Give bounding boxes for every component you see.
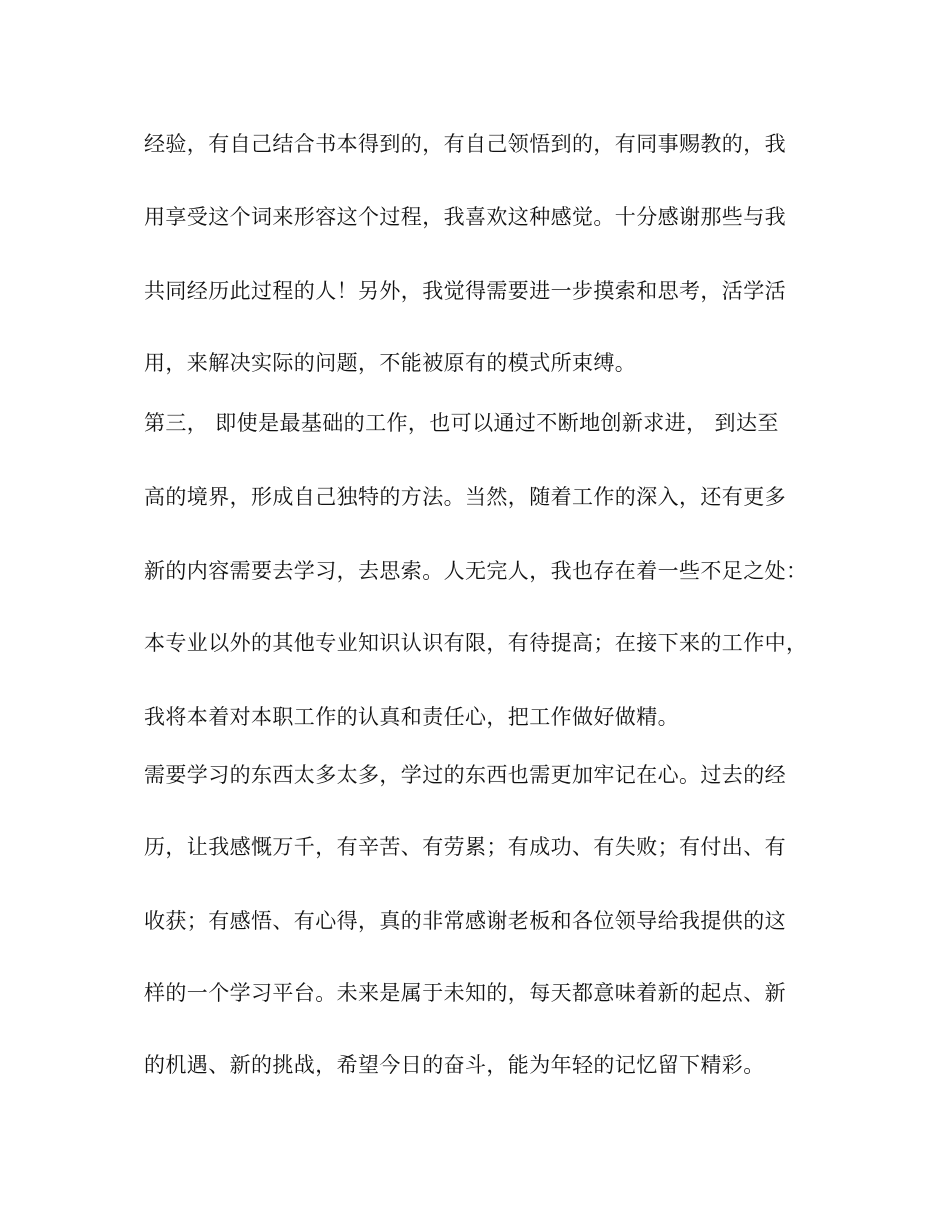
text-line: 经验，有自己结合书本得到的，有自己领悟到的，有同事赐教的，我 — [144, 132, 786, 156]
text-line: 样的一个学习平台。未来是属于未知的，每天都意味着新的起点、新 — [144, 981, 786, 1005]
text-line: 用，来解决实际的问题，不能被原有的模式所束缚。 — [144, 351, 637, 375]
text-line: 收获；有感悟、有心得，真的非常感谢老板和各位领导给我提供的这 — [144, 909, 786, 933]
text-line: 我将本着对本职工作的认真和责任心，把工作做好做精。 — [144, 705, 679, 729]
text-line: 需要学习的东西太多太多，学过的东西也需更加牢记在心。过去的经 — [144, 763, 786, 787]
text-line: 新的内容需要去学习，去思索。人无完人，我也存在着一些不足之处： — [144, 559, 808, 583]
text-line: 共同经历此过程的人！另外，我觉得需要进一步摸索和思考，活学活 — [144, 279, 786, 303]
text-line: 的机遇、新的挑战，希望今日的奋斗，能为年轻的记忆留下精彩。 — [144, 1053, 765, 1077]
text-line: 本专业以外的其他专业知识认识有限，有待提高；在接下来的工作中， — [144, 631, 808, 655]
text-line: 历，让我感慨万千，有辛苦、有劳累；有成功、有失败；有付出、有 — [144, 835, 786, 859]
text-line: 第三， 即使是最基础的工作，也可以通过不断地创新求进， 到达至 — [144, 411, 779, 435]
text-line: 用享受这个词来形容这个过程，我喜欢这种感觉。十分感谢那些与我 — [144, 205, 786, 229]
text-line: 高的境界，形成自己独特的方法。当然，随着工作的深入，还有更多 — [144, 485, 786, 509]
